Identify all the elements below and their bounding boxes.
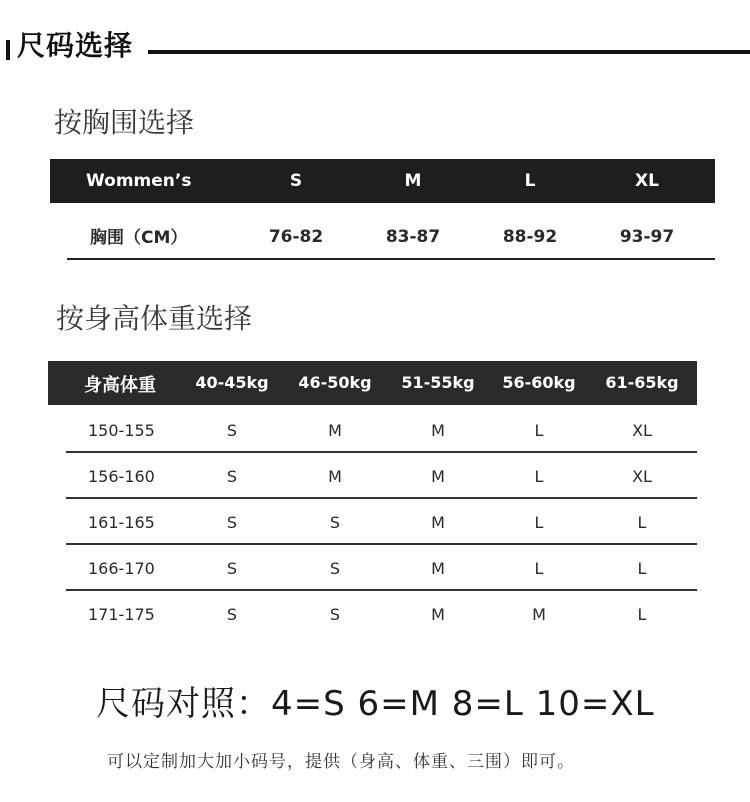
hw-size-cell: L [534, 513, 544, 532]
hw-size-cell: L [637, 605, 647, 624]
hw-height-cell: 156-160 [88, 467, 155, 486]
bust-value-m: 83-87 [385, 227, 441, 247]
hw-size-cell: S [226, 467, 238, 486]
hw-size-cell: S [329, 513, 341, 532]
hw-header-col4: 56-60kg [502, 373, 576, 392]
hw-size-cell: S [329, 605, 341, 624]
hw-height-cell: 161-165 [88, 513, 155, 532]
hw-size-cell: L [534, 421, 544, 440]
table-row [48, 545, 697, 591]
hw-size-cell: XL [632, 467, 652, 486]
hw-height-cell: 171-175 [88, 605, 155, 624]
bust-section-title: 按胸围选择 [54, 106, 195, 139]
bust-table-row [50, 203, 715, 259]
bust-value-xl: 93-97 [619, 227, 675, 247]
hw-header-col5: 61-65kg [605, 373, 679, 392]
hw-size-cell: S [226, 605, 238, 624]
bust-table-header [50, 159, 715, 203]
size-reference: 尺码对照：4=S 6=M 8=L 10=XL [96, 684, 655, 724]
hw-height-cell: 150-155 [88, 421, 155, 440]
hw-height-cell: 166-170 [88, 559, 155, 578]
bust-header-xl: XL [635, 171, 659, 191]
hw-size-cell: L [534, 467, 544, 486]
hw-header-label: 身高体重 [84, 375, 156, 396]
hw-size-cell: M [431, 559, 445, 578]
hw-header-col2: 46-50kg [298, 373, 372, 392]
header-divider [148, 50, 750, 54]
hw-size-cell: S [226, 513, 238, 532]
table-row [48, 591, 697, 637]
table-row [48, 499, 697, 545]
hw-size-cell: M [431, 467, 445, 486]
hw-size-cell: M [328, 467, 342, 486]
bust-value-s: 76-82 [268, 227, 324, 247]
hw-section-title: 按身高体重选择 [56, 302, 253, 335]
hw-header-col3: 51-55kg [401, 373, 475, 392]
bust-table-divider [67, 258, 715, 260]
hw-size-cell: L [637, 559, 647, 578]
bust-row-label: 胸围（CM） [90, 228, 188, 248]
bust-header-s: S [289, 171, 303, 191]
table-row [48, 407, 697, 453]
hw-header-col1: 40-45kg [195, 373, 269, 392]
hw-size-cell: XL [632, 421, 652, 440]
bust-value-l: 88-92 [502, 227, 558, 247]
hw-size-cell: M [431, 605, 445, 624]
header-accent-bar [6, 40, 10, 60]
hw-size-cell: S [226, 421, 238, 440]
bust-header-label: Wommen’s [86, 171, 192, 191]
bust-header-l: L [524, 171, 536, 191]
bust-header-m: M [404, 171, 422, 191]
hw-size-cell: L [637, 513, 647, 532]
hw-size-cell: M [431, 421, 445, 440]
hw-size-cell: S [226, 559, 238, 578]
hw-size-cell: M [431, 513, 445, 532]
hw-size-cell: L [534, 559, 544, 578]
page-title: 尺码选择 [17, 29, 134, 62]
hw-size-cell: M [328, 421, 342, 440]
hw-size-cell: M [532, 605, 546, 624]
table-row [48, 453, 697, 499]
custom-size-note: 可以定制加大加小码号，提供（身高、体重、三围）即可。 [107, 752, 575, 772]
hw-table-header [48, 361, 697, 405]
hw-size-cell: S [329, 559, 341, 578]
